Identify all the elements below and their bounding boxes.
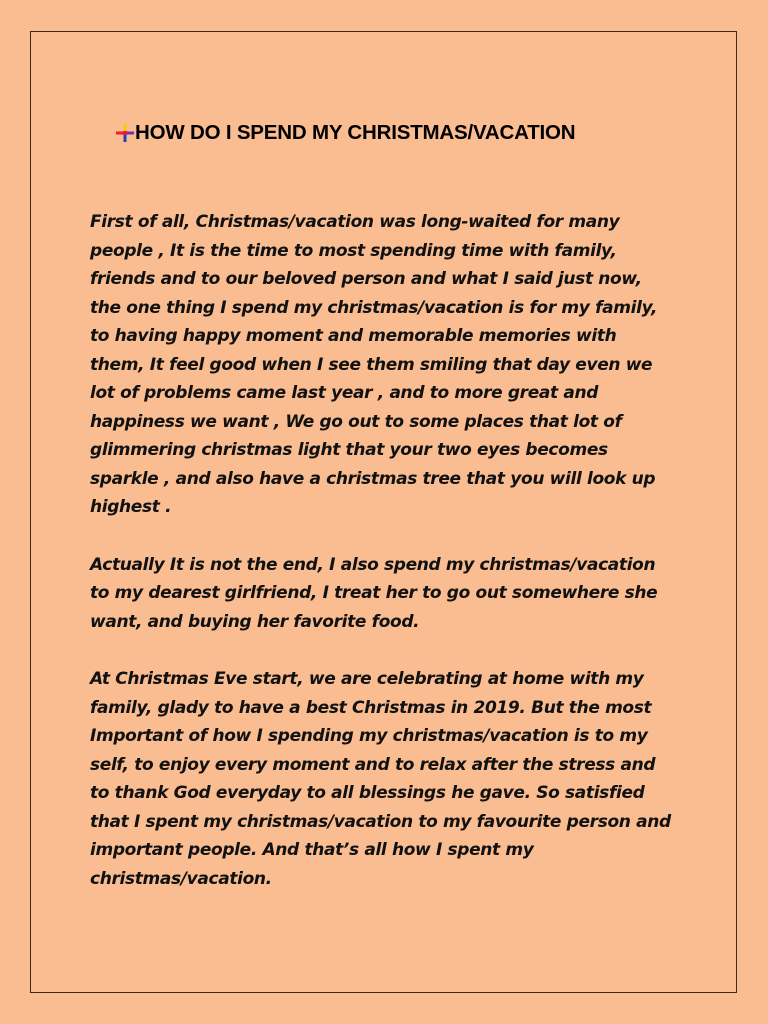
essay-body [90, 208, 690, 893]
paragraph-3: At Christmas Eve start, we are celebrating at home with my family, glady to have a best Christmas in 2019. But the most Important of how I spending my christmas/vacation is to my self, to enjoy every moment and to relax after the stress and to thank God everyday to all blessings he gave. So satisfied that I spent my christmas/vacation to my favourite person and important people. And that’s all how I spent my christmas/vacation. [90, 669, 671, 889]
title-row [115, 121, 575, 145]
paragraph-2: Actually It is not the end, I also spend my christmas/vacation to my dearest girlfriend, I treat her to go out somewhere she want, and buying her favorite food. [90, 554, 658, 632]
page-title: HOW DO I SPEND MY CHRISTMAS/VACATION [135, 121, 576, 144]
paragraph-1: First of all, Christmas/vacation was long-waited for many people , It is the time to most spending time with family, friends and to our beloved person and what I said just now, the one thing I spend my christmas/vacation is for my family, to having happy moment and memorable memories with them, It feel good when I see them smiling that day even we lot of problems came last year , and to more great and happiness we want , We go out to some places that lot of glimmering christmas light that your two eyes becomes sparkle , and also have a christmas tree that you will look up highest . [90, 212, 658, 517]
four-point-star-bullet-icon [115, 123, 135, 143]
